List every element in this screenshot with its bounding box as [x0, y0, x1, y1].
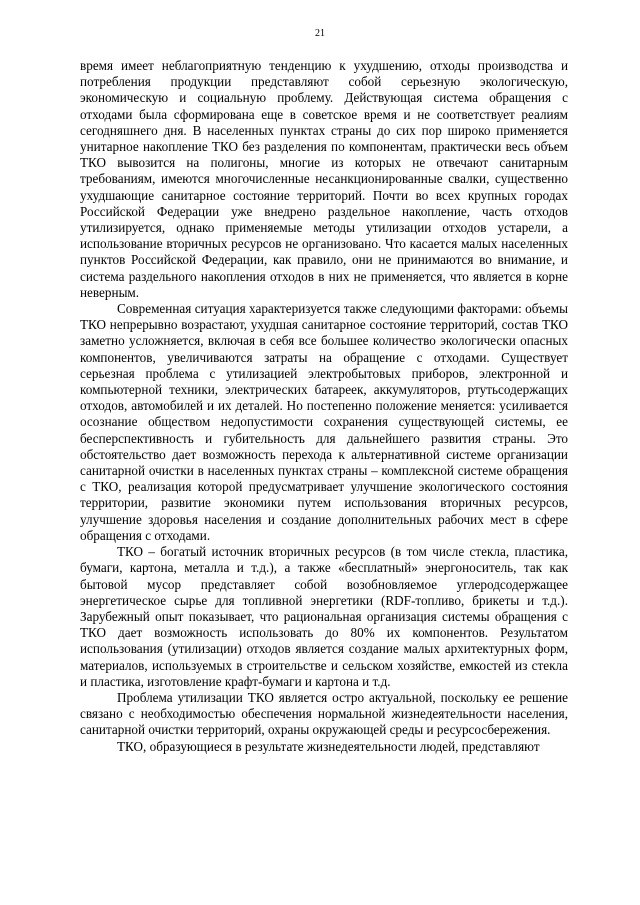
- document-body: [80, 58, 568, 755]
- paragraph-closing: ТКО, образующиеся в результате жизнедеятельности людей, представляют: [117, 738, 540, 754]
- page-number: 21: [315, 28, 325, 39]
- paragraph-secondary-resources: ТКО – богатый источник вторичных ресурсов (в том числе стекла, пластика, бумаги, картона, металла и т.д.), а также «бесплатный» энергоноситель, так как бытовой мусор представляет собой возобновляемое углеродсодержащее энергетическое сырье для топливной энергетики (RDF-топливо, брикеты и т.д.). Зарубежный опыт показывает, что рациональная организация системы обращения с ТКО дает возможность использовать до 80% их компонентов. Результатом использования (утилизации) отходов является создание малых архитектурных форм, материалов, используемых в строительстве и сельском хозяйстве, емкостей из стекла и пластика, изготовление крафт-бумаги и картона и т.д.: [80, 544, 568, 689]
- paragraph-current-situation: Современная ситуация характеризуется также следующими факторами: объемы ТКО непрерывно возрастают, ухудшая санитарное состояние территорий, состав ТКО заметно усложняется, включая в себя все большее количество экологически опасных компонентов, увеличиваются затраты на обращение с отходами. Существует серьезная проблема с утилизацией электробытовых приборов, электронной и компьютерной техники, электрических батареек, аккумуляторов, ртутьсодержащих отходов, автомобилей и их деталей. Но постепенно положение меняется: усиливается осознание обществом недопустимости сохранения существующей системы, ее бесперспективность и губительность для дальнейшего развития страны. Это обстоятельство дает возможность перехода к альтернативной системе организации санитарной очистки в населенных пунктах страны – комплексной системе обращения с ТКО, реализация которой предусматривает улучшение экологического состояния территории, развитие экономики путем использования вторичных ресурсов, улучшение здоровья населения и создание дополнительных рабочих мест в сфере обращения с отходами.: [80, 301, 568, 543]
- paragraph-continuation: время имеет неблагоприятную тенденцию к ухудшению, отходы производства и потребления продукции представляют собой серьезную экологическую, экономическую и социальную проблему. Действующая система обращения с отходами была сформирована еще в советское время и не соответствует реалиям сегодняшнего дня. В населенных пунктах страны до сих пор широко применяется унитарное накопление ТКО без разделения по компонентам, практически весь объем ТКО вывозится на полигоны, многие из которых не отвечают санитарным требованиям, имеются многочисленные несанкционированные свалки, существенно ухудшающие санитарное состояние территорий. Почти во всех крупных городах Российской Федерации уже внедрено раздельное накопление, часть отходов утилизируется, однако применяемые методы утилизации отходов устарели, а использование вторичных ресурсов не организовано. Что касается малых населенных пунктов Российской Федерации, как правило, они не принимаются во внимание, и система раздельного накопления отходов в них не применяется, что является в корне неверным.: [80, 58, 568, 300]
- paragraph-utilization-problem: Проблема утилизации ТКО является остро актуальной, поскольку ее решение связано с необходимостью обеспечения нормальной жизнедеятельности населения, санитарной очистки территорий, охраны окружающей среды и ресурсосбережения.: [80, 689, 568, 738]
